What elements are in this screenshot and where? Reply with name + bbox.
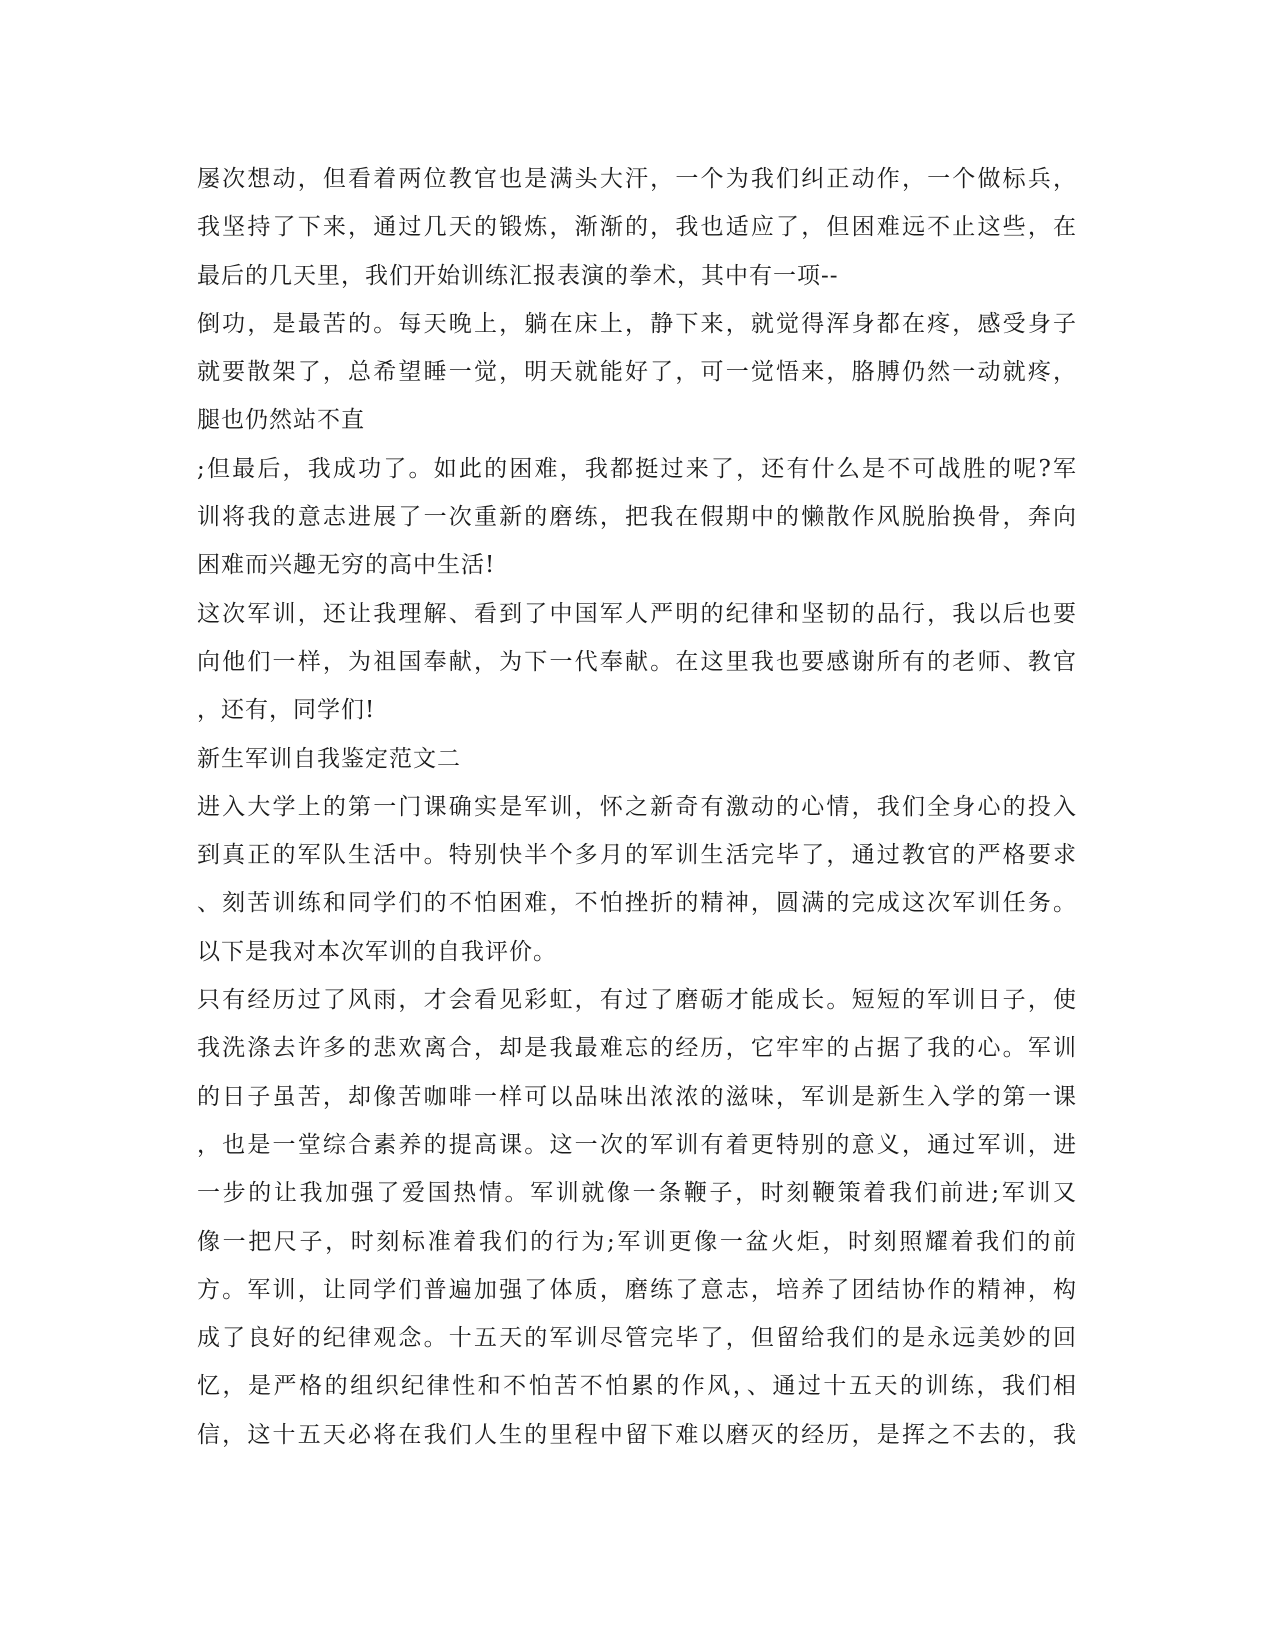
text-line: 这次军训，还让我理解、看到了中国军人严明的纪律和坚韧的品行，我以后也要 <box>197 600 1077 627</box>
document-body <box>197 155 1077 1459</box>
text-line: 成了良好的纪律观念。十五天的军训尽管完毕了，但留给我们的是永远美妙的回 <box>197 1325 1077 1352</box>
text-line: 方。军训，让同学们普遍加强了体质，磨练了意志，培养了团结协作的精神，构 <box>197 1276 1077 1303</box>
text-line: 我洗涤去许多的悲欢离合，却是我最难忘的经历，它牢牢的占据了我的心。军训 <box>197 1035 1077 1062</box>
text-line: 的日子虽苦，却像苦咖啡一样可以品味出浓浓的滋味，军训是新生入学的第一课 <box>197 1083 1077 1110</box>
text-line: 进入大学上的第一门课确实是军训，怀之新奇有激动的心情，我们全身心的投入 <box>197 793 1077 820</box>
text-line: 困难而兴趣无穷的高中生活! <box>197 552 496 579</box>
text-line: 我坚持了下来，通过几天的锻炼，渐渐的，我也适应了，但困难远不止这些，在 <box>197 214 1077 241</box>
text-line: 一步的让我加强了爱国热情。军训就像一条鞭子，时刻鞭策着我们前进;军训又 <box>197 1180 1077 1207</box>
text-line: ，也是一堂综合素养的提高课。这一次的军训有着更特别的意义，通过军训，进 <box>197 1131 1077 1158</box>
text-line: 信，这十五天必将在我们人生的里程中留下难以磨灭的经历，是挥之不去的，我 <box>197 1421 1077 1448</box>
text-line: 最后的几天里，我们开始训练汇报表演的拳术，其中有一项-- <box>197 262 839 289</box>
text-line: ;但最后，我成功了。如此的困难，我都挺过来了，还有什么是不可战胜的呢?军 <box>197 455 1077 482</box>
text-line: 新生军训自我鉴定范文二 <box>197 745 461 772</box>
text-line: 屡次想动，但看着两位教官也是满头大汗，一个为我们纠正动作，一个做标兵， <box>197 166 1077 192</box>
text-line: 训将我的意志进展了一次重新的磨练，把我在假期中的懒散作风脱胎换骨，奔向 <box>197 504 1077 531</box>
text-line: 倒功，是最苦的。每天晚上，躺在床上，静下来，就觉得浑身都在疼，感受身子 <box>197 310 1077 337</box>
text-line: ，还有，同学们! <box>197 697 376 724</box>
text-line: 以下是我对本次军训的自我评价。 <box>197 938 557 965</box>
text-line: 只有经历过了风雨，才会看见彩虹，有过了磨砺才能成长。短短的军训日子，使 <box>197 987 1077 1014</box>
text-line: 就要散架了，总希望睡一觉，明天就能好了，可一觉悟来，胳膊仍然一动就疼， <box>197 359 1077 386</box>
text-line: 腿也仍然站不直 <box>197 407 365 434</box>
text-line: 像一把尺子，时刻标准着我们的行为;军训更像一盆火炬，时刻照耀着我们的前 <box>197 1228 1077 1255</box>
text-line: 向他们一样，为祖国奉献，为下一代奉献。在这里我也要感谢所有的老师、教官 <box>197 648 1077 675</box>
text-line: 、刻苦训练和同学们的不怕困难，不怕挫折的精神，圆满的完成这次军训任务。 <box>197 890 1077 917</box>
text-line: 忆，是严格的组织纪律性和不怕苦不怕累的作风，、通过十五天的训练，我们相 <box>197 1373 1077 1400</box>
text-line: 到真正的军队生活中。特别快半个多月的军训生活完毕了，通过教官的严格要求 <box>197 842 1077 869</box>
